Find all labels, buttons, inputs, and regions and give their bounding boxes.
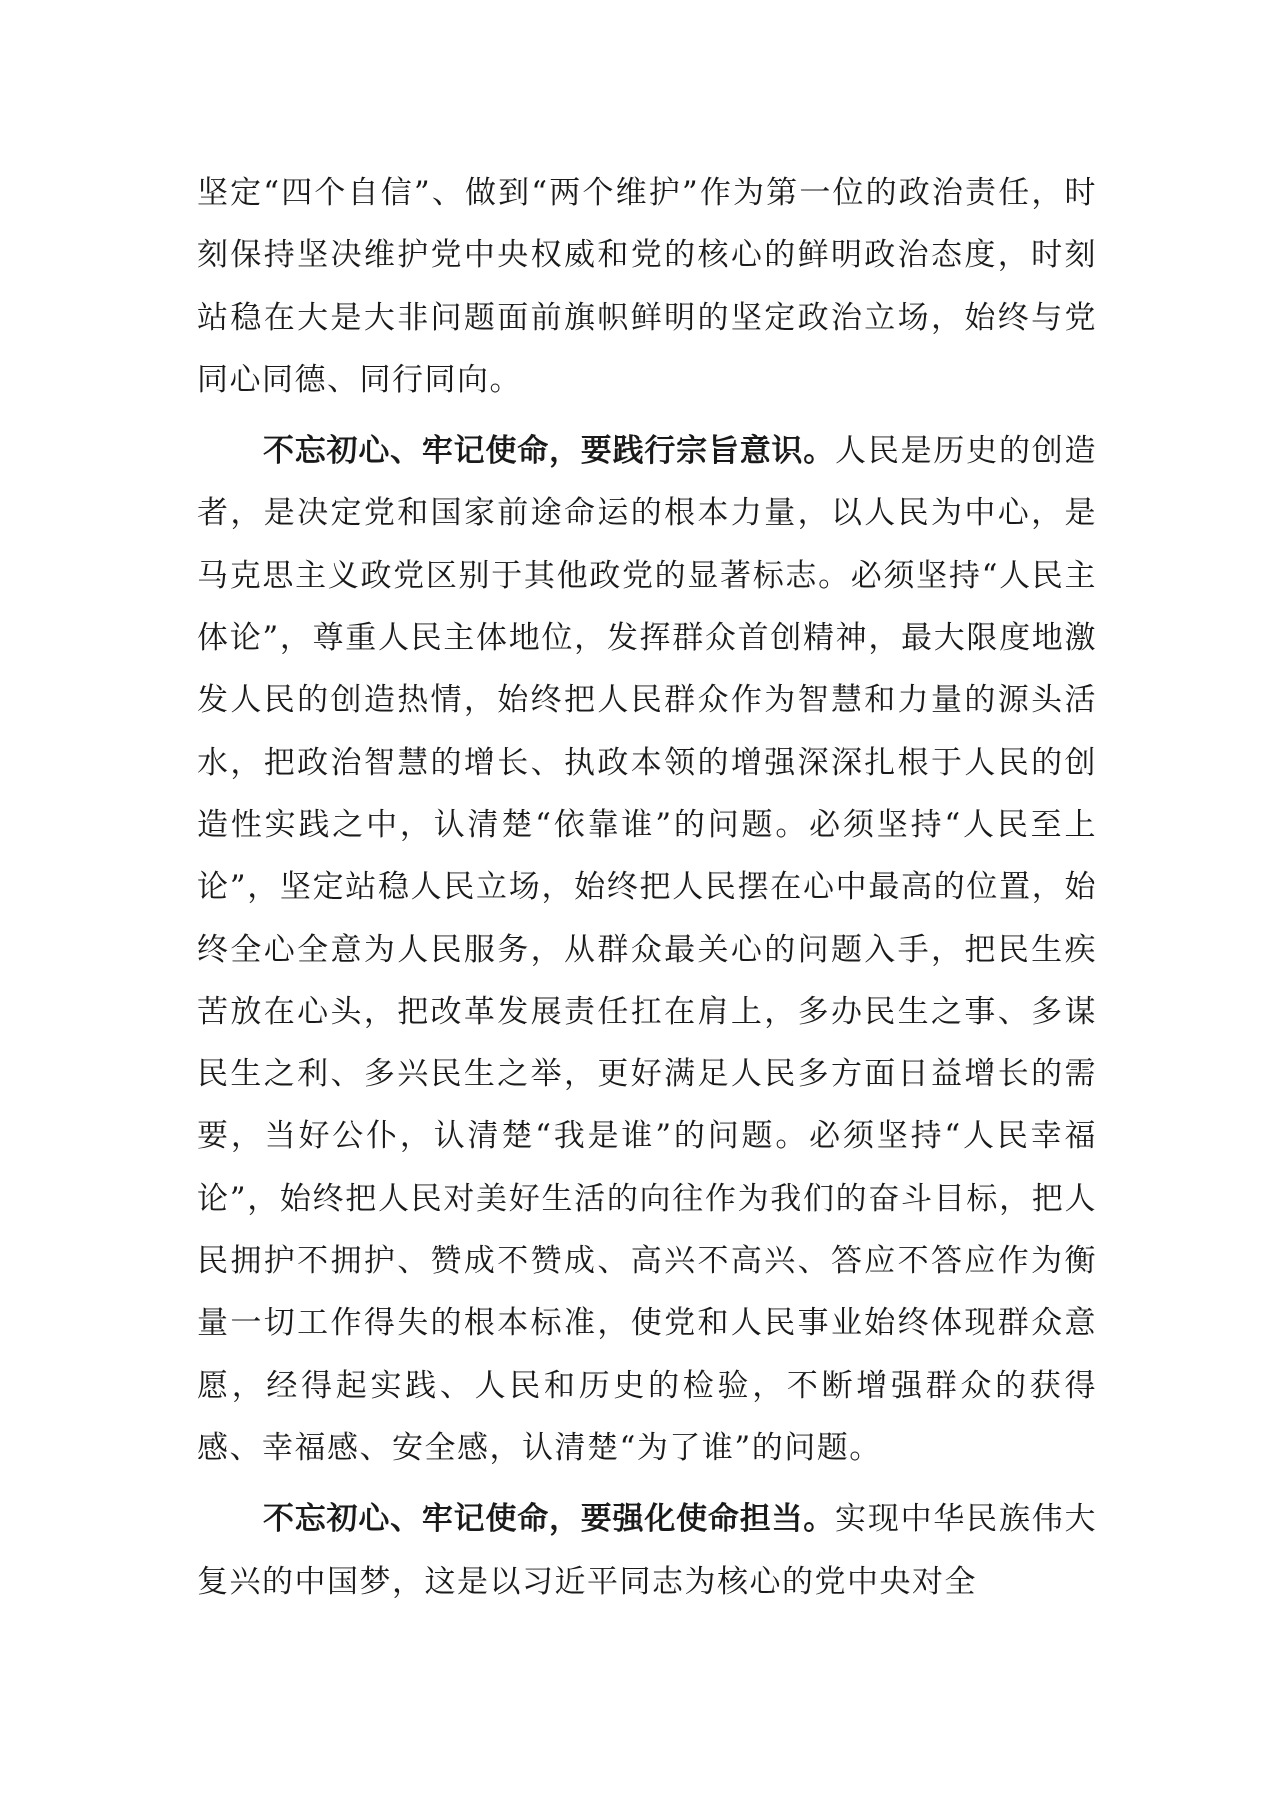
paragraph-text: 实现中华民族伟大复兴的中国梦，这是以习近平同志为核心的党中央对全 — [197, 1501, 1098, 1600]
paragraph-continuation — [197, 162, 1097, 411]
paragraph-lead-heading: 不忘初心、牢记使命，要强化使命担当。 — [263, 1501, 836, 1538]
paragraph-text: 坚定“四个自信”、做到“两个维护”作为第一位的政治责任，时刻保持坚决维护党中央权威和党的核心的鲜明政治态度，时刻站稳在大是大非问题面前旗帜鲜明的坚定政治立场，始终与党同心同德、同行同向。 — [197, 175, 1097, 398]
paragraph-gap — [197, 1479, 1097, 1488]
paragraph-text: 人民是历史的创造者，是决定党和国家前途命运的根本力量，以人民为中心，是马克思主义政党区别于其他政党的显著标志。必须坚持“人民主体论”，尊重人民主体地位，发挥群众首创精神，最大限度地激发人民的创造热情，始终把人民群众作为智慧和力量的源头活水，把政治智慧的增长、执政本领的增强深深扎根于人民的创造性实践之中，认清楚“依靠谁”的问题。必须坚持“人民至上论”，坚定站稳人民立场，始终把人民摆在心中最高的位置，始终全心全意为人民服务，从群众最关心的问题入手，把民生疾苦放在心头，把改革发展责任扛在肩上，多办民生之事、多谋民生之利、多兴民生之举，更好满足人民多方面日益增长的需要，当好公仆，认清楚“我是谁”的问题。必须坚持“人民幸福论”，始终把人民对美好生活的向往作为我们的奋斗目标，把人民拥护不拥护、赞成不赞成、高兴不高兴、答应不答应作为衡量一切工作得失的根本标准，使党和人民事业始终体现群众意愿，经得起实践、人民和历史的检验，不断增强群众的获得感、幸福感、安全感，认清楚“为了谁”的问题。 — [197, 433, 1098, 1466]
paragraph-lead-heading: 不忘初心、牢记使命，要践行宗旨意识。 — [263, 433, 836, 470]
paragraph-mission-responsibility — [197, 1488, 1097, 1613]
paragraph-gap — [197, 411, 1097, 420]
document-body — [197, 162, 1097, 1613]
paragraph-purpose-awareness — [197, 420, 1097, 1479]
